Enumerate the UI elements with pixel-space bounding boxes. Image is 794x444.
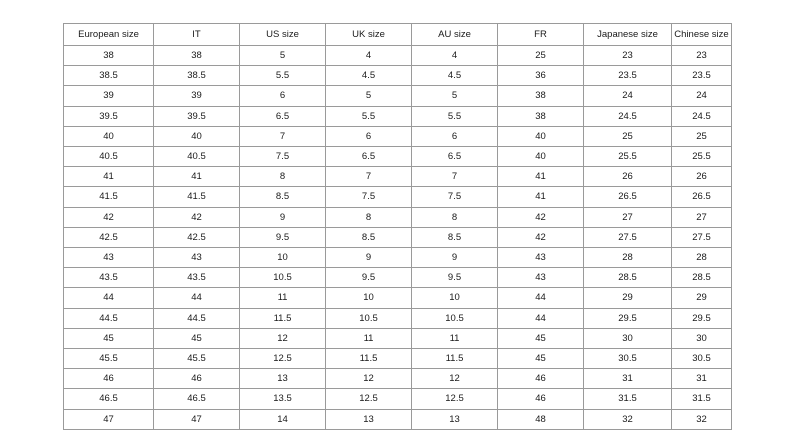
- cell-uk-size: 7.5: [326, 187, 412, 207]
- cell-us-size: 5.5: [240, 66, 326, 86]
- table-row: [64, 248, 732, 268]
- cell-au-size: 7: [412, 167, 498, 187]
- table-body: [64, 46, 732, 430]
- cell-japanese-size: 24: [584, 86, 672, 106]
- cell-uk-size: 9.5: [326, 268, 412, 288]
- cell-chinese-size: 28: [672, 248, 732, 268]
- cell-it: 39: [154, 86, 240, 106]
- cell-japanese-size: 28: [584, 248, 672, 268]
- cell-us-size: 12.5: [240, 349, 326, 369]
- cell-japanese-size: 30.5: [584, 349, 672, 369]
- table-header: [64, 24, 732, 46]
- cell-it: 38: [154, 46, 240, 66]
- cell-fr: 38: [498, 86, 584, 106]
- table-row: [64, 167, 732, 187]
- cell-european-size: 40.5: [64, 147, 154, 167]
- cell-european-size: 43: [64, 248, 154, 268]
- cell-it: 45.5: [154, 349, 240, 369]
- cell-european-size: 45.5: [64, 349, 154, 369]
- cell-au-size: 12: [412, 369, 498, 389]
- table-row: [64, 409, 732, 429]
- column-header-uk-size: UK size: [326, 24, 412, 46]
- cell-uk-size: 9: [326, 248, 412, 268]
- cell-uk-size: 7: [326, 167, 412, 187]
- column-header-it: IT: [154, 24, 240, 46]
- column-header-au-size: AU size: [412, 24, 498, 46]
- cell-chinese-size: 26: [672, 167, 732, 187]
- cell-european-size: 41.5: [64, 187, 154, 207]
- cell-japanese-size: 27.5: [584, 227, 672, 247]
- cell-fr: 44: [498, 308, 584, 328]
- cell-japanese-size: 32: [584, 409, 672, 429]
- cell-european-size: 38.5: [64, 66, 154, 86]
- cell-european-size: 46.5: [64, 389, 154, 409]
- cell-chinese-size: 26.5: [672, 187, 732, 207]
- cell-fr: 45: [498, 349, 584, 369]
- cell-japanese-size: 30: [584, 328, 672, 348]
- cell-it: 41.5: [154, 187, 240, 207]
- cell-japanese-size: 31: [584, 369, 672, 389]
- cell-european-size: 39.5: [64, 106, 154, 126]
- cell-au-size: 11: [412, 328, 498, 348]
- cell-european-size: 38: [64, 46, 154, 66]
- cell-fr: 41: [498, 167, 584, 187]
- column-header-japanese-size: Japanese size: [584, 24, 672, 46]
- cell-au-size: 5.5: [412, 106, 498, 126]
- column-header-us-size: US size: [240, 24, 326, 46]
- cell-au-size: 9.5: [412, 268, 498, 288]
- cell-japanese-size: 27: [584, 207, 672, 227]
- cell-it: 44.5: [154, 308, 240, 328]
- cell-fr: 25: [498, 46, 584, 66]
- cell-european-size: 43.5: [64, 268, 154, 288]
- cell-us-size: 9: [240, 207, 326, 227]
- cell-au-size: 4: [412, 46, 498, 66]
- cell-european-size: 46: [64, 369, 154, 389]
- cell-european-size: 44: [64, 288, 154, 308]
- size-chart-container: [63, 23, 731, 430]
- cell-uk-size: 12: [326, 369, 412, 389]
- table-row: [64, 147, 732, 167]
- cell-au-size: 6.5: [412, 147, 498, 167]
- cell-au-size: 5: [412, 86, 498, 106]
- cell-japanese-size: 23.5: [584, 66, 672, 86]
- cell-japanese-size: 25: [584, 126, 672, 146]
- cell-fr: 43: [498, 248, 584, 268]
- table-row: [64, 389, 732, 409]
- cell-european-size: 42.5: [64, 227, 154, 247]
- cell-us-size: 7: [240, 126, 326, 146]
- cell-japanese-size: 26: [584, 167, 672, 187]
- cell-japanese-size: 31.5: [584, 389, 672, 409]
- cell-chinese-size: 30.5: [672, 349, 732, 369]
- cell-it: 44: [154, 288, 240, 308]
- cell-chinese-size: 31.5: [672, 389, 732, 409]
- cell-it: 39.5: [154, 106, 240, 126]
- cell-uk-size: 5: [326, 86, 412, 106]
- cell-fr: 45: [498, 328, 584, 348]
- cell-european-size: 39: [64, 86, 154, 106]
- cell-fr: 38: [498, 106, 584, 126]
- cell-japanese-size: 28.5: [584, 268, 672, 288]
- cell-japanese-size: 24.5: [584, 106, 672, 126]
- cell-uk-size: 4.5: [326, 66, 412, 86]
- cell-uk-size: 11: [326, 328, 412, 348]
- cell-us-size: 12: [240, 328, 326, 348]
- column-header-fr: FR: [498, 24, 584, 46]
- cell-it: 40: [154, 126, 240, 146]
- cell-uk-size: 6.5: [326, 147, 412, 167]
- table-row: [64, 66, 732, 86]
- cell-us-size: 8.5: [240, 187, 326, 207]
- cell-au-size: 6: [412, 126, 498, 146]
- cell-us-size: 8: [240, 167, 326, 187]
- cell-us-size: 11.5: [240, 308, 326, 328]
- cell-japanese-size: 25.5: [584, 147, 672, 167]
- cell-chinese-size: 32: [672, 409, 732, 429]
- cell-us-size: 5: [240, 46, 326, 66]
- cell-japanese-size: 26.5: [584, 187, 672, 207]
- cell-au-size: 13: [412, 409, 498, 429]
- cell-uk-size: 8.5: [326, 227, 412, 247]
- cell-chinese-size: 29: [672, 288, 732, 308]
- cell-uk-size: 6: [326, 126, 412, 146]
- cell-japanese-size: 23: [584, 46, 672, 66]
- cell-fr: 43: [498, 268, 584, 288]
- cell-uk-size: 11.5: [326, 349, 412, 369]
- cell-european-size: 40: [64, 126, 154, 146]
- table-row: [64, 126, 732, 146]
- cell-fr: 36: [498, 66, 584, 86]
- cell-chinese-size: 25.5: [672, 147, 732, 167]
- cell-european-size: 41: [64, 167, 154, 187]
- cell-us-size: 10: [240, 248, 326, 268]
- table-row: [64, 308, 732, 328]
- cell-chinese-size: 28.5: [672, 268, 732, 288]
- cell-chinese-size: 24.5: [672, 106, 732, 126]
- table-row: [64, 268, 732, 288]
- cell-uk-size: 10.5: [326, 308, 412, 328]
- cell-it: 43: [154, 248, 240, 268]
- cell-us-size: 14: [240, 409, 326, 429]
- cell-au-size: 8: [412, 207, 498, 227]
- cell-au-size: 4.5: [412, 66, 498, 86]
- cell-chinese-size: 23: [672, 46, 732, 66]
- cell-au-size: 7.5: [412, 187, 498, 207]
- cell-japanese-size: 29: [584, 288, 672, 308]
- cell-it: 47: [154, 409, 240, 429]
- cell-uk-size: 13: [326, 409, 412, 429]
- cell-chinese-size: 30: [672, 328, 732, 348]
- cell-it: 45: [154, 328, 240, 348]
- cell-japanese-size: 29.5: [584, 308, 672, 328]
- cell-chinese-size: 29.5: [672, 308, 732, 328]
- cell-au-size: 11.5: [412, 349, 498, 369]
- table-row: [64, 46, 732, 66]
- cell-chinese-size: 24: [672, 86, 732, 106]
- cell-chinese-size: 31: [672, 369, 732, 389]
- cell-fr: 44: [498, 288, 584, 308]
- cell-it: 42.5: [154, 227, 240, 247]
- shoe-size-conversion-table: [63, 23, 732, 430]
- table-row: [64, 369, 732, 389]
- cell-european-size: 45: [64, 328, 154, 348]
- cell-fr: 40: [498, 126, 584, 146]
- cell-us-size: 10.5: [240, 268, 326, 288]
- table-row: [64, 328, 732, 348]
- table-row: [64, 288, 732, 308]
- cell-us-size: 7.5: [240, 147, 326, 167]
- cell-au-size: 8.5: [412, 227, 498, 247]
- cell-us-size: 9.5: [240, 227, 326, 247]
- cell-it: 41: [154, 167, 240, 187]
- table-row: [64, 86, 732, 106]
- cell-chinese-size: 27.5: [672, 227, 732, 247]
- cell-european-size: 47: [64, 409, 154, 429]
- cell-au-size: 9: [412, 248, 498, 268]
- cell-us-size: 13: [240, 369, 326, 389]
- cell-chinese-size: 25: [672, 126, 732, 146]
- cell-fr: 40: [498, 147, 584, 167]
- cell-european-size: 42: [64, 207, 154, 227]
- cell-fr: 46: [498, 389, 584, 409]
- table-row: [64, 207, 732, 227]
- table-row: [64, 227, 732, 247]
- cell-european-size: 44.5: [64, 308, 154, 328]
- cell-us-size: 11: [240, 288, 326, 308]
- cell-au-size: 10: [412, 288, 498, 308]
- cell-it: 43.5: [154, 268, 240, 288]
- cell-uk-size: 8: [326, 207, 412, 227]
- cell-it: 38.5: [154, 66, 240, 86]
- cell-us-size: 6: [240, 86, 326, 106]
- table-row: [64, 187, 732, 207]
- table-row: [64, 349, 732, 369]
- cell-us-size: 6.5: [240, 106, 326, 126]
- table-header-row: [64, 24, 732, 46]
- cell-it: 42: [154, 207, 240, 227]
- cell-fr: 42: [498, 227, 584, 247]
- cell-chinese-size: 23.5: [672, 66, 732, 86]
- cell-it: 40.5: [154, 147, 240, 167]
- cell-uk-size: 12.5: [326, 389, 412, 409]
- cell-fr: 41: [498, 187, 584, 207]
- cell-au-size: 10.5: [412, 308, 498, 328]
- cell-fr: 42: [498, 207, 584, 227]
- cell-us-size: 13.5: [240, 389, 326, 409]
- cell-it: 46: [154, 369, 240, 389]
- cell-uk-size: 10: [326, 288, 412, 308]
- cell-uk-size: 4: [326, 46, 412, 66]
- cell-fr: 48: [498, 409, 584, 429]
- cell-uk-size: 5.5: [326, 106, 412, 126]
- cell-it: 46.5: [154, 389, 240, 409]
- column-header-chinese-size: Chinese size: [672, 24, 732, 46]
- cell-chinese-size: 27: [672, 207, 732, 227]
- column-header-european-size: European size: [64, 24, 154, 46]
- cell-au-size: 12.5: [412, 389, 498, 409]
- table-row: [64, 106, 732, 126]
- cell-fr: 46: [498, 369, 584, 389]
